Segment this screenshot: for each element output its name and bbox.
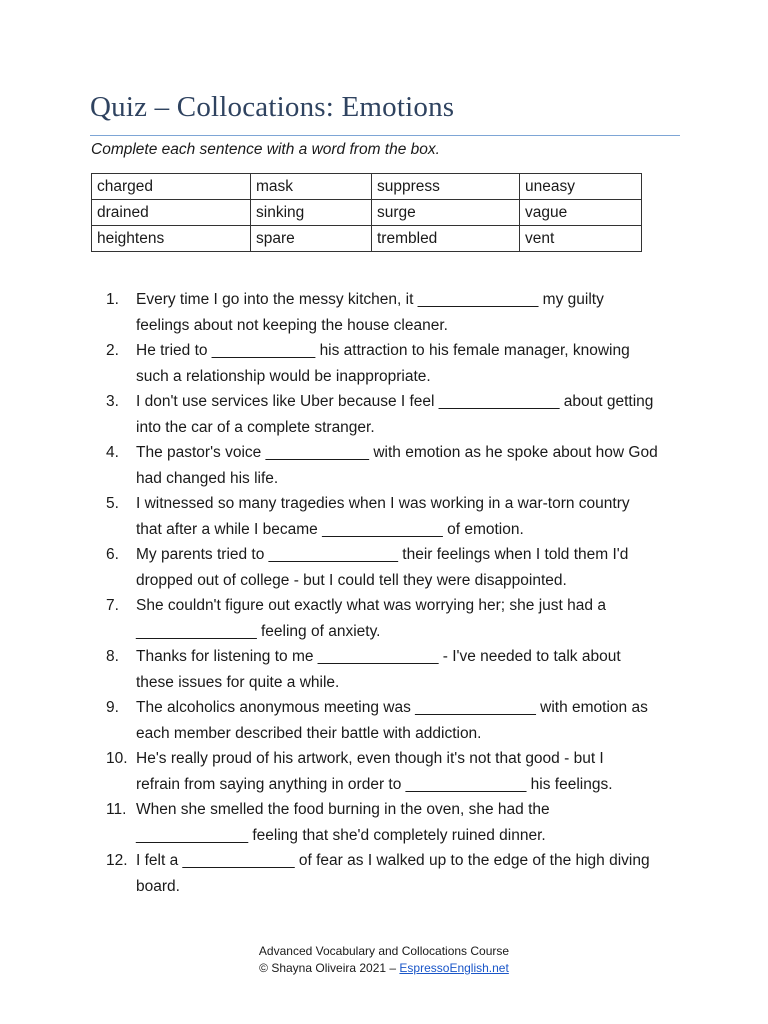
- question-item: [106, 542, 686, 593]
- page-footer: [0, 943, 768, 977]
- word-box-table: [91, 173, 642, 252]
- question-text: She couldn't figure out exactly what was worrying her; she just had a ______________ feeling of anxiety.: [136, 597, 606, 640]
- title-divider: [90, 135, 680, 136]
- footer-course: Advanced Vocabulary and Collocations Course: [258, 944, 510, 958]
- question-text: The alcoholics anonymous meeting was ______________ with emotion as each member described their battle with addiction.: [136, 699, 648, 742]
- word-box-cell: mask: [251, 174, 372, 200]
- word-box-cell: uneasy: [520, 174, 642, 200]
- word-box-cell: trembled: [372, 226, 520, 252]
- word-box-cell: vague: [520, 200, 642, 226]
- question-number: 2.: [106, 342, 119, 359]
- question-text: When she smelled the food burning in the oven, she had the _____________ feeling that she'd completely ruined dinner.: [136, 801, 550, 844]
- question-number: 6.: [106, 546, 119, 563]
- question-item: [106, 338, 686, 389]
- footer-copyright-line: [0, 960, 768, 977]
- question-item: [106, 695, 686, 746]
- question-item: [106, 797, 686, 848]
- question-number: 11.: [106, 801, 127, 818]
- word-box-cell: surge: [372, 200, 520, 226]
- question-item: [106, 287, 686, 338]
- question-item: [106, 593, 686, 644]
- question-text: My parents tried to _______________ their feelings when I told them I'd dropped out of college - but I could tell they were disappointed.: [136, 546, 629, 589]
- question-item: [106, 389, 686, 440]
- question-text: I felt a _____________ of fear as I walked up to the edge of the high diving board.: [136, 852, 650, 895]
- word-box-cell: drained: [92, 200, 251, 226]
- word-box-cell: vent: [520, 226, 642, 252]
- question-item: [106, 440, 686, 491]
- question-item: [106, 491, 686, 542]
- question-text: I witnessed so many tragedies when I was working in a war-torn country that after a while I became ______________ of emotion.: [136, 495, 630, 538]
- question-number: 8.: [106, 648, 119, 665]
- question-number: 10.: [106, 750, 128, 767]
- word-box-cell: spare: [251, 226, 372, 252]
- word-box-row: [92, 200, 642, 226]
- question-number: 1.: [106, 291, 119, 308]
- question-text: He tried to ____________ his attraction to his female manager, knowing such a relationship would be inappropriate.: [136, 342, 630, 385]
- page-title: Quiz – Collocations: Emotions: [90, 91, 455, 123]
- word-box-cell: suppress: [372, 174, 520, 200]
- question-number: 3.: [106, 393, 119, 410]
- question-list: [106, 287, 686, 899]
- instructions: Complete each sentence with a word from the box.: [91, 141, 440, 158]
- question-text: Thanks for listening to me ______________ - I've needed to talk about these issues for quite a while.: [136, 648, 621, 691]
- question-item: [106, 644, 686, 695]
- question-number: 7.: [106, 597, 119, 614]
- question-item: [106, 848, 686, 899]
- question-text: The pastor's voice ____________ with emotion as he spoke about how God had changed his life.: [136, 444, 658, 487]
- word-box-cell: charged: [92, 174, 251, 200]
- question-text: I don't use services like Uber because I feel ______________ about getting into the car of a complete stranger.: [136, 393, 654, 436]
- question-number: 4.: [106, 444, 119, 461]
- question-text: He's really proud of his artwork, even though it's not that good - but I refrain from saying anything in order to ______________ his feelings.: [136, 750, 613, 793]
- word-box-cell: sinking: [251, 200, 372, 226]
- word-box-row: [92, 226, 642, 252]
- word-box-row: [92, 174, 642, 200]
- footer-copyright: © Shayna Oliveira 2021 –: [259, 961, 400, 975]
- question-item: [106, 746, 686, 797]
- word-box-cell: heightens: [92, 226, 251, 252]
- question-number: 9.: [106, 699, 119, 716]
- espresso-english-link[interactable]: EspressoEnglish.net: [399, 961, 509, 975]
- question-number: 12.: [106, 852, 128, 869]
- question-number: 5.: [106, 495, 119, 512]
- question-text: Every time I go into the messy kitchen, it ______________ my guilty feelings about not keeping the house cleaner.: [136, 291, 604, 334]
